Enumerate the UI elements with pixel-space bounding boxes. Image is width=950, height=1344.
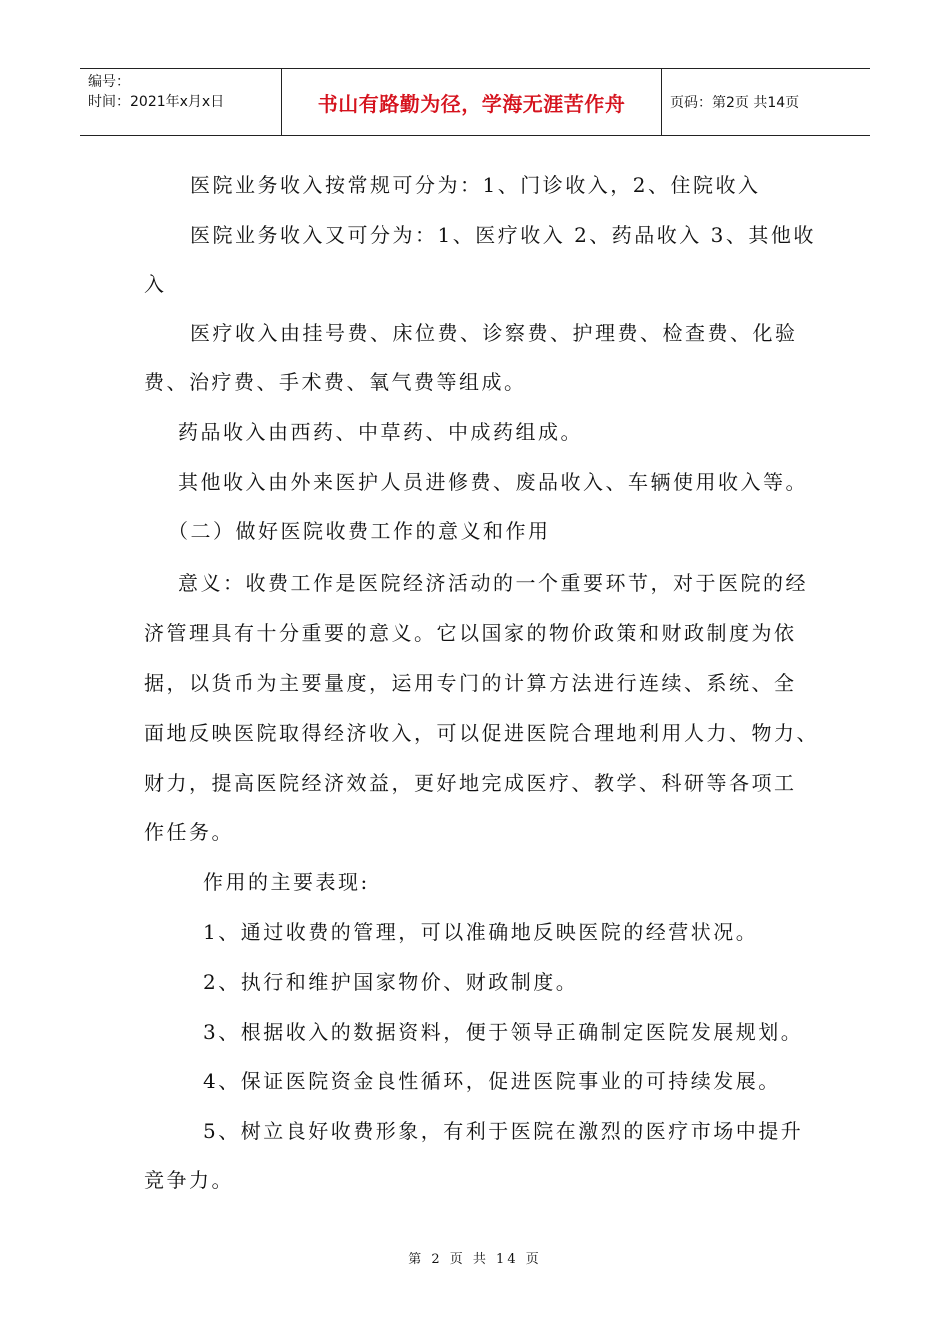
header-page-number: 页码：第2页 共14页 (670, 95, 800, 111)
body-line: 竞争力。 (144, 1168, 234, 1192)
body-line: 作用的主要表现: (203, 870, 370, 894)
body-line: 作任务。 (144, 820, 234, 844)
body-line: 财力，提高医院经济效益，更好地完成医疗、教学、科研等各项工 (144, 771, 797, 795)
body-line: 其他收入由外来医护人员进修费、废品收入、车辆使用收入等。 (178, 470, 808, 494)
body-line: 医院业务收入按常规可分为：1、门诊收入，2、住院收入 (190, 173, 761, 197)
body-line: 医疗收入由挂号费、床位费、诊察费、护理费、检查费、化验 (190, 321, 798, 345)
body-line: 入 (144, 272, 167, 296)
body-line: 面地反映医院取得经济收入，可以促进医院合理地利用人力、物力、 (144, 721, 819, 745)
body-line: 费、治疗费、手术费、氧气费等组成。 (144, 370, 527, 394)
body-line: 据，以货币为主要量度，运用专门的计算方法进行连续、系统、全 (144, 671, 797, 695)
list-item: 4、保证医院资金良性循环，促进医院事业的可持续发展。 (203, 1069, 781, 1093)
body-line: 意义：收费工作是医院经济活动的一个重要环节，对于医院的经 (178, 571, 808, 595)
header-meta (80, 69, 282, 135)
body-line: 药品收入由西药、中草药、中成药组成。 (178, 420, 583, 444)
page-header (80, 68, 870, 136)
section-heading: （二）做好医院收费工作的意义和作用 (168, 519, 551, 543)
body-line: 济管理具有十分重要的意义。它以国家的物价政策和财政制度为依 (144, 621, 797, 645)
list-item: 5、树立良好收费形象，有利于医院在激烈的医疗市场中提升 (203, 1119, 804, 1143)
body-line: 医院业务收入又可分为：1、医疗收入 2、药品收入 3、其他收 (190, 223, 816, 247)
list-item: 1、通过收费的管理，可以准确地反映医院的经营状况。 (203, 920, 759, 944)
header-motto: 书山有路勤为径，学海无涯苦作舟 (282, 69, 662, 135)
page-footer: 第 2 页 共 14 页 (408, 1252, 542, 1267)
list-item: 3、根据收入的数据资料，便于领导正确制定医院发展规划。 (203, 1020, 804, 1044)
document-date-label: 时间：2021年x月x日 (88, 94, 225, 110)
document-number-label: 编号： (88, 74, 130, 90)
list-item: 2、执行和维护国家物价、财政制度。 (203, 970, 579, 994)
